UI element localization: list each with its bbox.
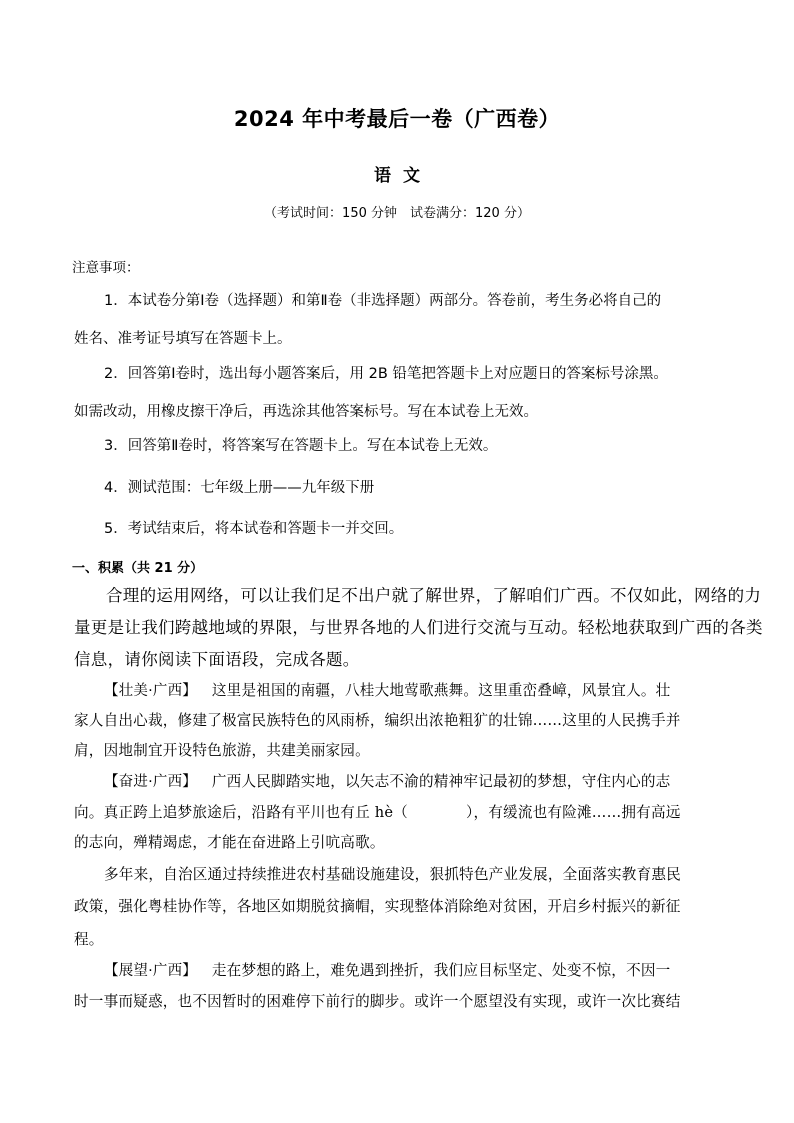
notice-heading: 注意事项： [72, 260, 140, 276]
para1-line-1: 【壮美·广西】 这里是祖国的南疆，八桂大地莺歌燕舞。这里重峦叠嶂，风景宜人。壮 [104, 682, 671, 699]
notice-item-5: 5．考试结束后，将本试卷和答题卡一并交回。 [104, 521, 404, 537]
notice-item-1: 1．本试卷分第Ⅰ卷（选择题）和第Ⅱ卷（非选择题）两部分。答卷前，考生务必将自己的 [104, 293, 662, 309]
para2-label: 【奋进·广西】 [104, 774, 198, 790]
para4-line-1: 【展望·广西】 走在梦想的路上，难免遇到挫折，我们应目标坚定、处变不惊，不因一 [104, 962, 671, 979]
intro-line-2: 量更是让我们跨越地域的界限，与世界各地的人们进行交流与互动。轻松地获取到广西的各类 [74, 618, 763, 637]
notice-item-2: 2．回答第Ⅰ卷时，选出每小题答案后，用 2B 铅笔把答题卡上对应题日的答案标号涂黑。 [104, 366, 668, 382]
notice-item-3: 3．回答第Ⅱ卷时，将答案写在答题卡上。写在本试卷上无效。 [104, 438, 498, 454]
exam-time-info: （考试时间：150 分钟 试卷满分：120 分） [264, 206, 530, 221]
para2-line-2: 向。真正跨上追梦旅途后，沿路有平川也有丘 hè（ ），有缓流也有险滩……拥有高远 [74, 804, 681, 821]
para1-line-2: 家人自出心裁，修建了极富民族特色的风雨桥，编织出浓艳粗犷的壮锦……这里的人民携手并 [74, 712, 681, 729]
notice-item-1-cont: 姓名、准考证号填写在答题卡上。 [74, 331, 292, 347]
subject-title: 语文 [374, 166, 432, 186]
para4-label: 【展望·广西】 [104, 963, 198, 979]
para1-label: 【壮美·广西】 [104, 683, 198, 699]
para3-line-2: 政策，强化粤桂协作等，各地区如期脱贫摘帽，实现整体消除绝对贫困，开启乡村振兴的新征 [74, 898, 681, 915]
intro-line-3: 信息，请你阅读下面语段，完成各题。 [74, 650, 360, 669]
intro-line-1: 合理的运用网络，可以让我们足不出户就了解世界，了解咱们广西。不仅如此，网络的力 [106, 586, 762, 605]
section-heading: 一、积累（共 21 分） [72, 561, 204, 576]
para2-line-3: 的志向，殚精竭虑，才能在奋进路上引吭高歌。 [74, 834, 385, 851]
notice-item-2-cont: 如需改动，用橡皮擦干净后，再选涂其他答案标号。写在本试卷上无效。 [74, 404, 538, 420]
notice-item-4: 4．测试范围：七年级上册——九年级下册 [104, 480, 375, 496]
para1-line-3: 肩，因地制宜开设特色旅游，共建美丽家园。 [74, 742, 370, 759]
para3-line-3: 程。 [74, 931, 104, 948]
para2-line-1: 【奋进·广西】 广西人民脚踏实地，以矢志不渝的精神牢记最初的梦想，守住内心的志 [104, 773, 671, 790]
exam-title: 2024 年中考最后一卷（广西卷） [233, 107, 561, 131]
para4-line-2: 时一事而疑惑，也不因暂时的困难停下前行的脚步。或许一个愿望没有实现，或许一次比赛结 [74, 993, 681, 1010]
para3-line-1: 多年来，自治区通过持续推进农村基础设施建设，狠抓特色产业发展，全面落实教育惠民 [104, 866, 681, 883]
